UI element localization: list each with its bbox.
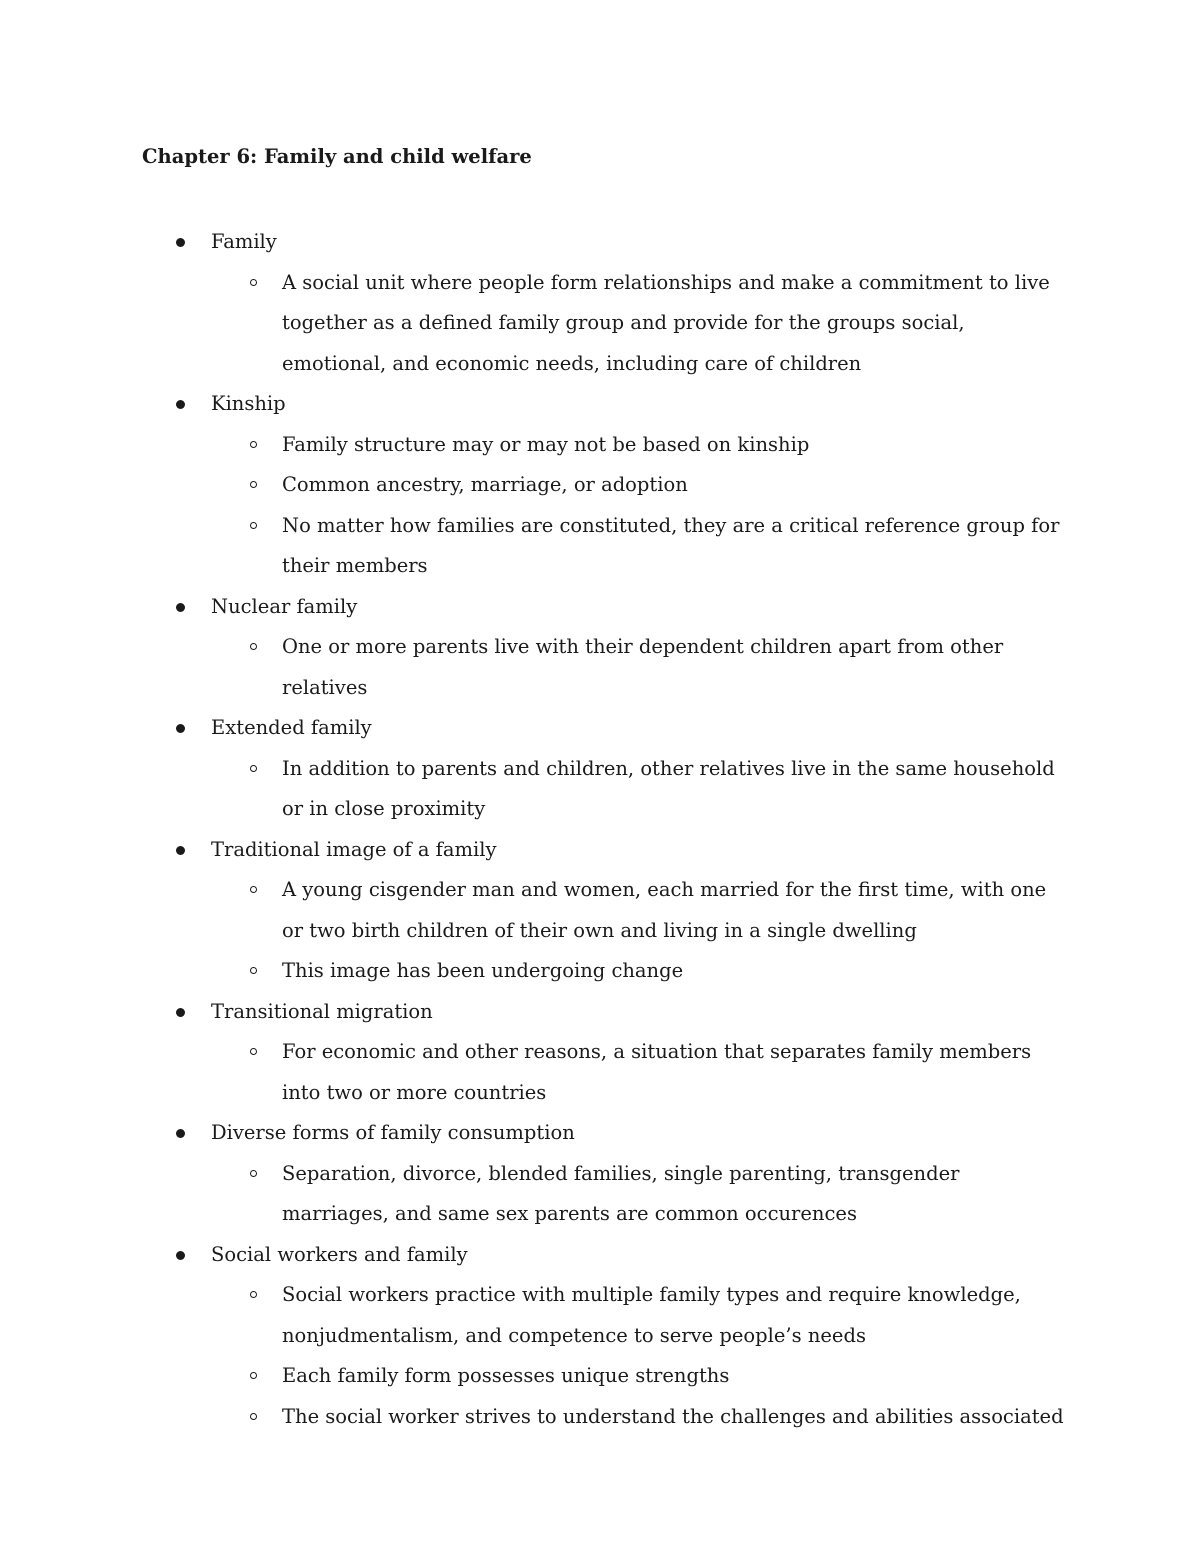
detail-text: No matter how families are constituted, they are a critical reference group for their members [282,513,1060,577]
detail-item [0,465,1200,506]
detail-text: For economic and other reasons, a situation that separates family members into two or more countries [282,1040,1032,1104]
detail-text: A social unit where people form relationships and make a commitment to live together as a defined family group and provide for the groups social, emotional, and economic needs, including care of children [282,270,1050,375]
topic-item [0,1235,1200,1438]
topic-details [0,425,1200,587]
topic-label: Extended family [211,716,372,739]
filled-bullet-icon [176,1008,185,1017]
hollow-bullet-icon [250,1048,257,1055]
detail-item [0,425,1200,466]
detail-text: A young cisgender man and women, each married for the first time, with one or two birth children of their own and living in a single dwelling [282,878,1047,942]
hollow-bullet-icon [250,765,257,772]
topic-item [0,384,1200,587]
detail-text: Separation, divorce, blended families, single parenting, transgender marriages, and same sex parents are common occurences [282,1161,960,1225]
detail-item [0,627,1200,708]
topic-list [0,222,1200,1437]
filled-bullet-icon [176,1251,185,1260]
detail-text: Social workers practice with multiple family types and require knowledge, nonjudmentalism, and competence to serve people’s needs [282,1283,1021,1347]
topic-details [0,263,1200,385]
hollow-bullet-icon [250,441,257,448]
topic-details [0,1275,1200,1437]
detail-item [0,506,1200,587]
topic-details [0,1154,1200,1235]
hollow-bullet-icon [250,522,257,529]
hollow-bullet-icon [250,643,257,650]
topic-details [0,870,1200,992]
topic-details [0,627,1200,708]
topic-label: Nuclear family [211,594,358,618]
filled-bullet-icon [176,400,185,409]
detail-item [0,1356,1200,1397]
topic-item [0,830,1200,992]
topic-details [0,1032,1200,1113]
hollow-bullet-icon [250,1291,257,1298]
topic-label: Traditional image of a family [211,837,497,861]
hollow-bullet-icon [250,1170,257,1177]
topic-item [0,587,1200,709]
detail-text: In addition to parents and children, other relatives live in the same household or in close proximity [282,756,1055,820]
detail-item [0,1275,1200,1356]
hollow-bullet-icon [250,279,257,286]
detail-text: One or more parents live with their dependent children apart from other relatives [282,635,1004,699]
filled-bullet-icon [176,846,185,855]
detail-text: The social worker strives to understand the challenges and abilities associated [282,1404,1064,1428]
topic-item [0,222,1200,384]
topic-item [0,1113,1200,1235]
detail-item [0,1397,1200,1438]
detail-text: Common ancestry, marriage, or adoption [282,473,688,496]
detail-text: This image has been undergoing change [282,959,684,982]
filled-bullet-icon [176,1129,185,1138]
detail-item [0,870,1200,951]
topic-item [0,992,1200,1114]
hollow-bullet-icon [250,1372,257,1379]
topic-label: Kinship [211,392,286,415]
hollow-bullet-icon [250,481,257,488]
topic-label: Family [211,230,277,253]
hollow-bullet-icon [250,1413,257,1420]
hollow-bullet-icon [250,886,257,893]
detail-item [0,1154,1200,1235]
topic-label: Transitional migration [211,999,433,1023]
detail-item [0,951,1200,992]
detail-item [0,263,1200,385]
filled-bullet-icon [176,603,185,612]
detail-text: Family structure may or may not be based on kinship [282,432,810,456]
topic-label: Diverse forms of family consumption [211,1121,575,1144]
topic-label: Social workers and family [211,1242,468,1266]
topic-details [0,749,1200,830]
topic-item [0,708,1200,830]
filled-bullet-icon [176,724,185,733]
filled-bullet-icon [176,238,185,247]
chapter-title: Chapter 6: Family and child welfare [142,145,532,168]
detail-item [0,1032,1200,1113]
detail-item [0,749,1200,830]
detail-text: Each family form possesses unique strengths [282,1364,730,1387]
hollow-bullet-icon [250,967,257,974]
